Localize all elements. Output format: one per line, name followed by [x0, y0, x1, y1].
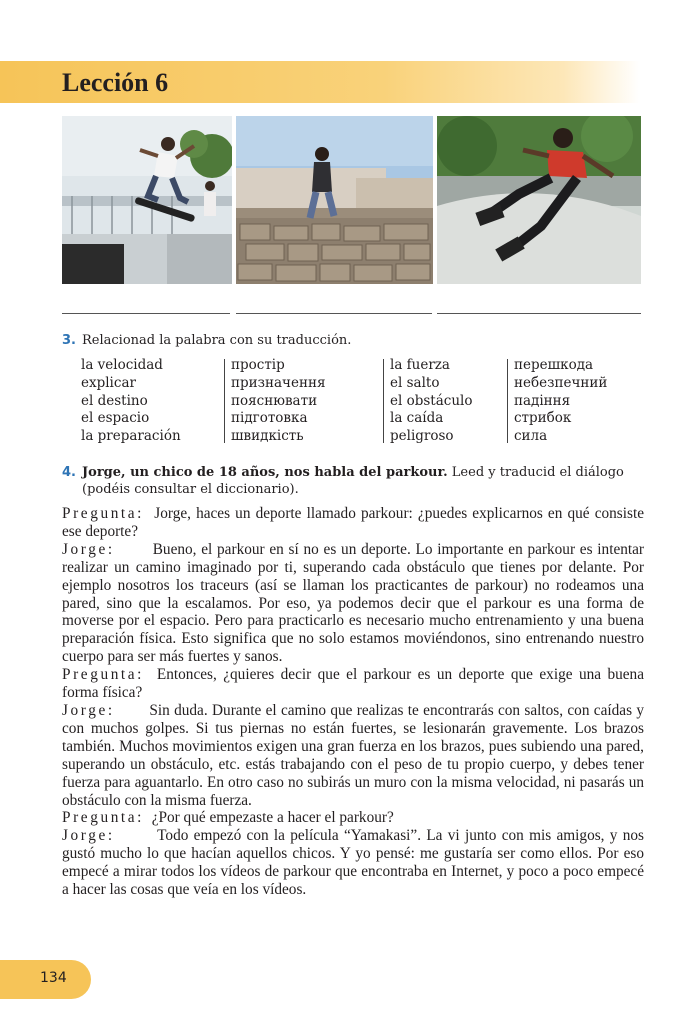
- vocab-word: el destino: [81, 392, 148, 409]
- dialogue: [62, 505, 644, 899]
- photo-skateboarder: [62, 116, 232, 284]
- vocab-column-ukrainian-1: [231, 357, 325, 446]
- vocab-word: підготовка: [231, 410, 308, 427]
- vocab-column-spanish-2: [390, 357, 472, 446]
- vocab-word: el espacio: [81, 410, 150, 427]
- vocab-word: la fuerza: [390, 357, 450, 373]
- vocab-word: простір: [231, 357, 285, 373]
- dialogue-text: Entonces, ¿quieres decir que el parkour es un deporte que exige una buena forma física?: [62, 666, 644, 702]
- vocab-word: призначення: [231, 374, 326, 391]
- vocab-word: la caída: [390, 410, 444, 427]
- vocab-word: стрибок: [514, 410, 572, 427]
- dialogue-text: Bueno, el parkour en sí no es un deporte. Lo importante en parkour es intentar realizar un camino imaginado por ti, superando cada obstáculo que tienes por delante. Por ejemplo nosotros los traceurs (así se llaman los practicantes de parkour) no rodeamos una pared, sino que la escalamos. Por eso, ya podemos decir que el parkour es una forma de moverse por el espacio. Pero para practicarlo es necesario mucho entrenamiento y una buena preparación física. Esto significa que no solo estamos moviéndonos, sino entrenando nuestro cuerpo para ser más fuertes y sanos.: [62, 540, 645, 666]
- vocab-divider: [507, 359, 508, 443]
- lesson-title: Lección 6: [62, 68, 169, 97]
- vocab-word: explicar: [81, 374, 136, 391]
- answer-line-2[interactable]: [236, 313, 432, 314]
- speaker-label: Jorge:: [62, 827, 115, 845]
- page-number: 134: [40, 970, 67, 986]
- vocab-word: швидкість: [231, 428, 304, 445]
- vocab-column-spanish-1: [81, 357, 181, 446]
- photo-parkour-wall: [236, 116, 433, 284]
- vocabulary-table: [81, 357, 641, 447]
- exercise-4-instruction: [82, 464, 644, 498]
- vocab-divider: [224, 359, 225, 443]
- speaker-label: Jorge:: [62, 540, 115, 558]
- speaker-label: Pregunta:: [62, 809, 145, 827]
- vocab-word: peligroso: [390, 428, 454, 445]
- vocab-column-ukrainian-2: [514, 357, 607, 446]
- exercise-3-number: 3.: [62, 333, 76, 348]
- exercise-4-instruction-bold: Jorge, un chico de 18 años, nos habla del parkour.: [82, 465, 448, 480]
- exercise-4-number: 4.: [62, 465, 76, 480]
- dialogue-line: [62, 541, 644, 666]
- photo-inline-skater: [437, 116, 641, 284]
- vocab-word: la velocidad: [81, 357, 163, 373]
- vocab-word: сила: [514, 428, 548, 445]
- dialogue-text: Todo empezó con la película “Yamakasi”. La vi junto con mis amigos, y nos gustó mucho lo que hacían aquellos chicos. Y yo pensé: me gustaría ser como ellos. Por eso empecé a mirar todos los vídeos de parkour que encontraba en Internet, y poco a poco empecé a hacer las cosas que veía en los vídeos.: [62, 827, 645, 899]
- dialogue-line: [62, 702, 644, 809]
- answer-line-1[interactable]: [62, 313, 230, 314]
- vocab-word: el obstáculo: [390, 392, 473, 409]
- speaker-label: Jorge:: [62, 701, 115, 719]
- speaker-label: Pregunta:: [62, 505, 145, 522]
- dialogue-text: ¿Por qué empezaste a hacer el parkour?: [151, 809, 394, 827]
- vocab-word: la preparación: [81, 428, 181, 445]
- dialogue-line: [62, 809, 644, 827]
- dialogue-line: [62, 666, 644, 702]
- answer-line-3[interactable]: [437, 313, 641, 314]
- vocab-word: el salto: [390, 374, 440, 391]
- exercise-4-instruction-rest: Leed y traducid el diálogo (podéis consultar el diccionario).: [82, 465, 624, 497]
- speaker-label: Pregunta:: [62, 666, 145, 684]
- vocab-divider: [383, 359, 384, 443]
- dialogue-text: Sin duda. Durante el camino que realizas te encontrarás con saltos, con caídas y con muchos golpes. Si tus piernas no están fuertes, se lesionarán gravemente. Los brazos también. Muchos movimientos exigen una gran fuerza en los brazos, pues subiendo una pared, superando un obstáculo, etc. estás trabajando con el peso de tu propio cuerpo, y debes tener fuerza para aguantarlo. En otro caso no subirás un muro con la misma velocidad, ni pasarás un obstáculo con la misma fuerza.: [62, 701, 645, 809]
- dialogue-line: [62, 505, 644, 541]
- vocab-word: пояснювати: [231, 392, 318, 409]
- vocab-word: перешкода: [514, 357, 594, 373]
- exercise-3-instruction: Relacionad la palabra con su traducción.: [82, 333, 352, 348]
- dialogue-line: [62, 827, 644, 899]
- dialogue-text: Jorge, haces un deporte llamado parkour: ¿puedes explicarnos en qué consiste ese deporte?: [62, 505, 644, 540]
- vocab-word: небезпечний: [514, 374, 608, 391]
- vocab-word: падіння: [514, 392, 571, 409]
